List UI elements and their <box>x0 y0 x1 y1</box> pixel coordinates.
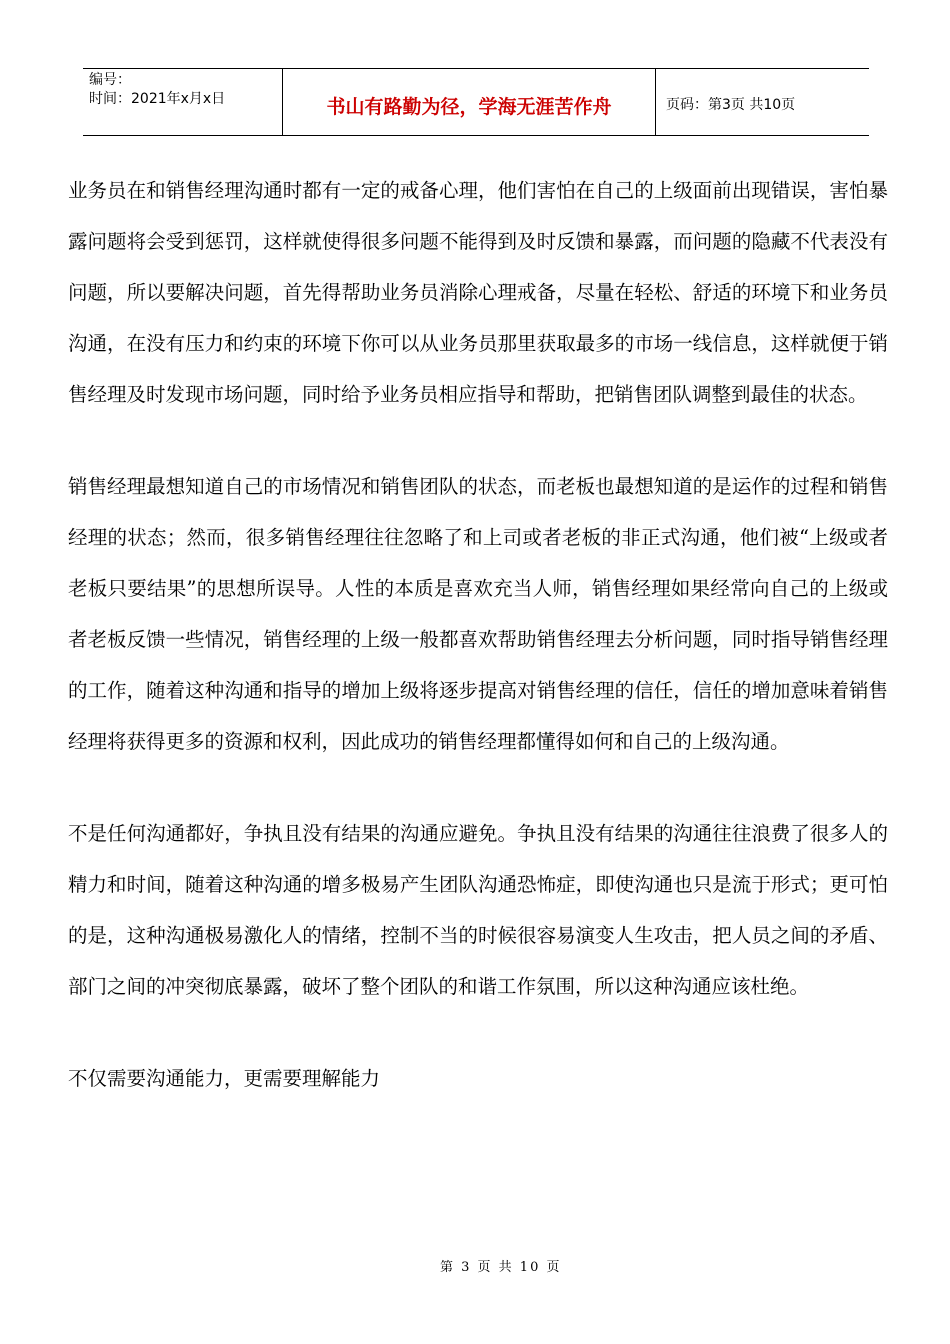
header-motto: 书山有路勤为径，学海无涯苦作舟 <box>283 69 656 135</box>
header-meta-cell <box>83 69 283 135</box>
document-body <box>68 165 888 1104</box>
document-time-label: 时间：2021年x月x日 <box>89 91 226 107</box>
document-header <box>83 68 869 136</box>
paragraph-4: 不仅需要沟通能力，更需要理解能力 <box>68 1067 381 1090</box>
header-page-info: 页码：第3页 共10页 <box>666 97 796 113</box>
document-number-label: 编号： <box>89 72 131 88</box>
paragraph-2: 销售经理最想知道自己的市场情况和销售团队的状态，而老板也最想知道的是运作的过程和销售经理的状态；然而，很多销售经理往往忽略了和上司或者老板的非正式沟通，他们被“上级或者老板只要结果”的思想所误导。人性的本质是喜欢充当人师，销售经理如果经常向自己的上级或者老板反馈一些情况，销售经理的上级一般都喜欢帮助销售经理去分析问题，同时指导销售经理的工作，随着这种沟通和指导的增加上级将逐步提高对销售经理的信任，信任的增加意味着销售经理将获得更多的资源和权利，因此成功的销售经理都懂得如何和自己的上级沟通。 <box>68 475 888 753</box>
paragraph-3: 不是任何沟通都好，争执且没有结果的沟通应避免。争执且没有结果的沟通往往浪费了很多人的精力和时间，随着这种沟通的增多极易产生团队沟通恐怖症，即使沟通也只是流于形式；更可怕的是，这种沟通极易激化人的情绪，控制不当的时候很容易演变人生攻击，把人员之间的矛盾、部门之间的冲突彻底暴露，破坏了整个团队的和谐工作氛围，所以这种沟通应该杜绝。 <box>68 822 888 998</box>
paragraph-1: 业务员在和销售经理沟通时都有一定的戒备心理，他们害怕在自己的上级面前出现错误，害怕暴露问题将会受到惩罚，这样就使得很多问题不能得到及时反馈和暴露，而问题的隐藏不代表没有问题，所以要解决问题，首先得帮助业务员消除心理戒备，尽量在轻松、舒适的环境下和业务员沟通，在没有压力和约束的环境下你可以从业务员那里获取最多的市场一线信息，这样就便于销售经理及时发现市场问题，同时给予业务员相应指导和帮助，把销售团队调整到最佳的状态。 <box>68 179 888 406</box>
page-footer: 第 3 页 共 10 页 <box>440 1260 562 1275</box>
